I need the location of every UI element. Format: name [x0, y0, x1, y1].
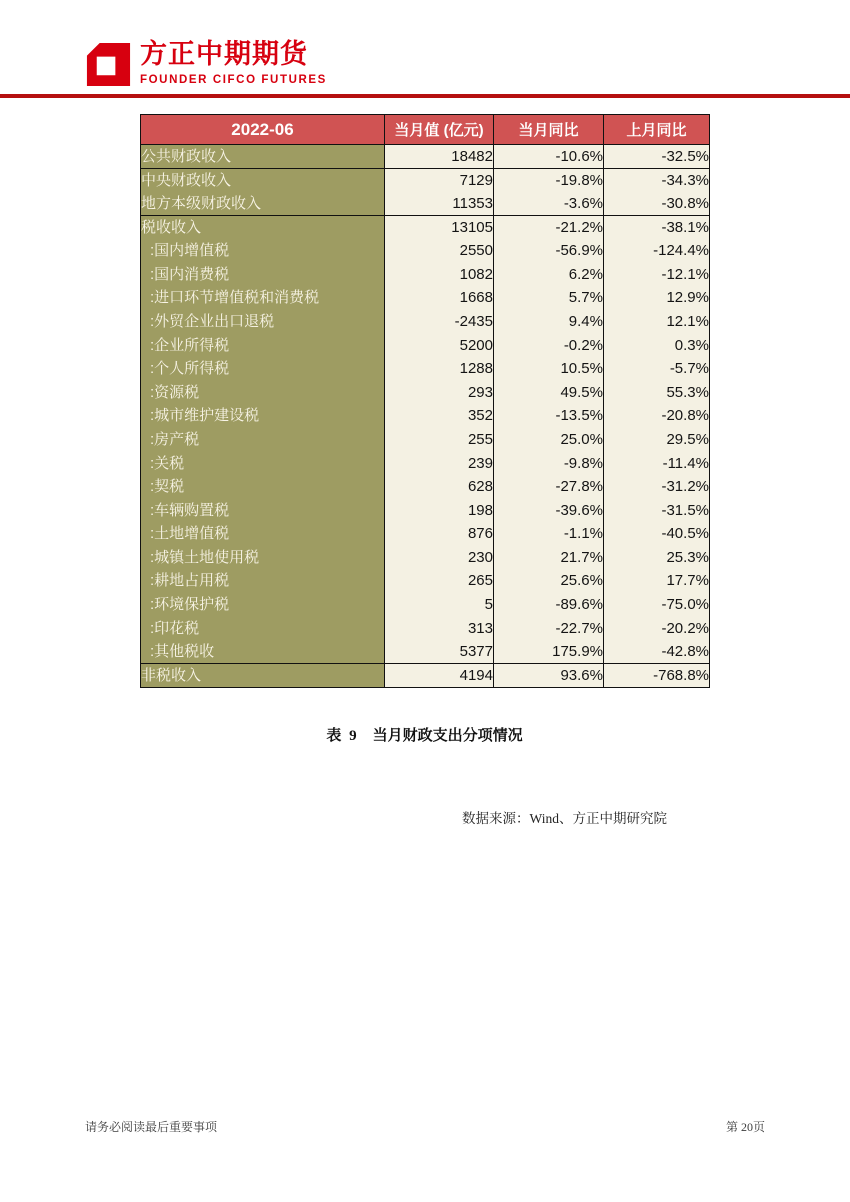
row-label-cell: :外贸企业出口退税 [141, 310, 385, 334]
brand-name-en: FOUNDER CIFCO FUTURES [140, 73, 327, 86]
table-row [141, 640, 710, 664]
row-value-cell: 255 [385, 428, 494, 452]
row-label-cell: :房产税 [141, 428, 385, 452]
row-label-cell: :国内增值税 [141, 239, 385, 263]
column-header-3: 上月同比 [604, 115, 710, 145]
row-label-cell: :契税 [141, 475, 385, 499]
row-yoy-cell: 10.5% [494, 357, 604, 381]
row-yoy-cell: -21.2% [494, 215, 604, 239]
row-yoy-cell: -22.7% [494, 616, 604, 640]
row-prev-yoy-cell: -5.7% [604, 357, 710, 381]
brand-name-cn: 方正中期期货 [140, 39, 308, 69]
row-prev-yoy-cell: -20.2% [604, 616, 710, 640]
row-value-cell: 628 [385, 475, 494, 499]
footer-disclaimer: 请务必阅读最后重要事项 [85, 1120, 218, 1134]
row-prev-yoy-cell: -75.0% [604, 593, 710, 617]
row-value-cell: 5377 [385, 640, 494, 664]
table-row [141, 333, 710, 357]
brand-text [140, 40, 327, 86]
row-value-cell: 18482 [385, 145, 494, 169]
column-header-1: 当月值 (亿元) [385, 115, 494, 145]
table-row [141, 428, 710, 452]
row-value-cell: 239 [385, 451, 494, 475]
row-prev-yoy-cell: -124.4% [604, 239, 710, 263]
row-yoy-cell: 49.5% [494, 380, 604, 404]
row-yoy-cell: -19.8% [494, 168, 604, 192]
row-prev-yoy-cell: 25.3% [604, 546, 710, 570]
row-prev-yoy-cell: 12.1% [604, 310, 710, 334]
column-header-2: 当月同比 [494, 115, 604, 145]
row-label-cell: :环境保护税 [141, 593, 385, 617]
table-row [141, 498, 710, 522]
row-yoy-cell: -56.9% [494, 239, 604, 263]
row-yoy-cell: -39.6% [494, 498, 604, 522]
table-row [141, 522, 710, 546]
row-value-cell: 352 [385, 404, 494, 428]
header-divider-rule [0, 94, 850, 98]
table-row [141, 475, 710, 499]
table-body [141, 145, 710, 688]
row-yoy-cell: 21.7% [494, 546, 604, 570]
table-row [141, 262, 710, 286]
table-row [141, 286, 710, 310]
row-yoy-cell: -10.6% [494, 145, 604, 169]
column-header-0: 2022-06 [141, 115, 385, 145]
row-label-cell: 非税收入 [141, 664, 385, 688]
row-label-cell: :进口环节增值税和消费税 [141, 286, 385, 310]
row-prev-yoy-cell: 55.3% [604, 380, 710, 404]
row-prev-yoy-cell: -31.2% [604, 475, 710, 499]
row-value-cell: 876 [385, 522, 494, 546]
row-yoy-cell: 25.6% [494, 569, 604, 593]
row-yoy-cell: 175.9% [494, 640, 604, 664]
table-row [141, 451, 710, 475]
fiscal-revenue-table [140, 114, 710, 688]
row-yoy-cell: 5.7% [494, 286, 604, 310]
row-yoy-cell: -89.6% [494, 593, 604, 617]
footer-page-number: 第 20页 [725, 1120, 765, 1134]
row-value-cell: 2550 [385, 239, 494, 263]
table-row [141, 380, 710, 404]
row-yoy-cell: -9.8% [494, 451, 604, 475]
row-prev-yoy-cell: 17.7% [604, 569, 710, 593]
row-yoy-cell: 25.0% [494, 428, 604, 452]
row-label-cell: :关税 [141, 451, 385, 475]
row-prev-yoy-cell: -30.8% [604, 192, 710, 216]
row-label-cell: :城市维护建设税 [141, 404, 385, 428]
row-value-cell: 5 [385, 593, 494, 617]
row-label-cell: :城镇土地使用税 [141, 546, 385, 570]
row-value-cell: 5200 [385, 333, 494, 357]
page-header [84, 40, 327, 89]
row-label-cell: :个人所得税 [141, 357, 385, 381]
row-label-cell: :企业所得税 [141, 333, 385, 357]
table-row [141, 357, 710, 381]
row-label-cell: :耕地占用税 [141, 569, 385, 593]
data-source-note: 数据来源：Wind、方正中期研究院 [462, 811, 667, 826]
table-row [141, 215, 710, 239]
row-label-cell: 中央财政收入 [141, 168, 385, 192]
row-label-cell: 税收收入 [141, 215, 385, 239]
table-header-row [141, 115, 710, 145]
founder-logo-icon [84, 40, 133, 89]
row-prev-yoy-cell: -12.1% [604, 262, 710, 286]
row-prev-yoy-cell: 0.3% [604, 333, 710, 357]
row-label-cell: :印花税 [141, 616, 385, 640]
table-caption-text: 当月财政支出分项情况 [372, 728, 523, 744]
row-value-cell: 198 [385, 498, 494, 522]
row-value-cell: 313 [385, 616, 494, 640]
row-prev-yoy-cell: -32.5% [604, 145, 710, 169]
table-row [141, 192, 710, 216]
row-yoy-cell: -3.6% [494, 192, 604, 216]
row-prev-yoy-cell: -11.4% [604, 451, 710, 475]
table-row [141, 616, 710, 640]
row-label-cell: :资源税 [141, 380, 385, 404]
row-yoy-cell: 93.6% [494, 664, 604, 688]
table-caption [140, 724, 709, 745]
row-prev-yoy-cell: -42.8% [604, 640, 710, 664]
row-yoy-cell: 9.4% [494, 310, 604, 334]
table-row [141, 239, 710, 263]
row-value-cell: 1082 [385, 262, 494, 286]
row-value-cell: 7129 [385, 168, 494, 192]
table-row [141, 168, 710, 192]
row-prev-yoy-cell: 29.5% [604, 428, 710, 452]
row-yoy-cell: -13.5% [494, 404, 604, 428]
row-value-cell: 293 [385, 380, 494, 404]
table-row [141, 145, 710, 169]
row-label-cell: :土地增值税 [141, 522, 385, 546]
row-label-cell: :国内消费税 [141, 262, 385, 286]
table-row [141, 546, 710, 570]
row-value-cell: 4194 [385, 664, 494, 688]
row-prev-yoy-cell: -20.8% [604, 404, 710, 428]
table-row [141, 569, 710, 593]
row-yoy-cell: -0.2% [494, 333, 604, 357]
table-row [141, 310, 710, 334]
row-value-cell: 1668 [385, 286, 494, 310]
table-row [141, 664, 710, 688]
row-prev-yoy-cell: 12.9% [604, 286, 710, 310]
row-label-cell: :其他税收 [141, 640, 385, 664]
table-row [141, 593, 710, 617]
row-value-cell: 1288 [385, 357, 494, 381]
row-label-cell: :车辆购置税 [141, 498, 385, 522]
row-prev-yoy-cell: -40.5% [604, 522, 710, 546]
row-yoy-cell: -27.8% [494, 475, 604, 499]
row-prev-yoy-cell: -34.3% [604, 168, 710, 192]
row-yoy-cell: -1.1% [494, 522, 604, 546]
row-value-cell: 265 [385, 569, 494, 593]
row-prev-yoy-cell: -768.8% [604, 664, 710, 688]
row-label-cell: 公共财政收入 [141, 145, 385, 169]
row-prev-yoy-cell: -31.5% [604, 498, 710, 522]
table-caption-number: 表 9 [326, 728, 359, 744]
row-label-cell: 地方本级财政收入 [141, 192, 385, 216]
row-prev-yoy-cell: -38.1% [604, 215, 710, 239]
row-value-cell: 11353 [385, 192, 494, 216]
row-value-cell: 230 [385, 546, 494, 570]
row-value-cell: 13105 [385, 215, 494, 239]
row-value-cell: -2435 [385, 310, 494, 334]
table-row [141, 404, 710, 428]
row-yoy-cell: 6.2% [494, 262, 604, 286]
